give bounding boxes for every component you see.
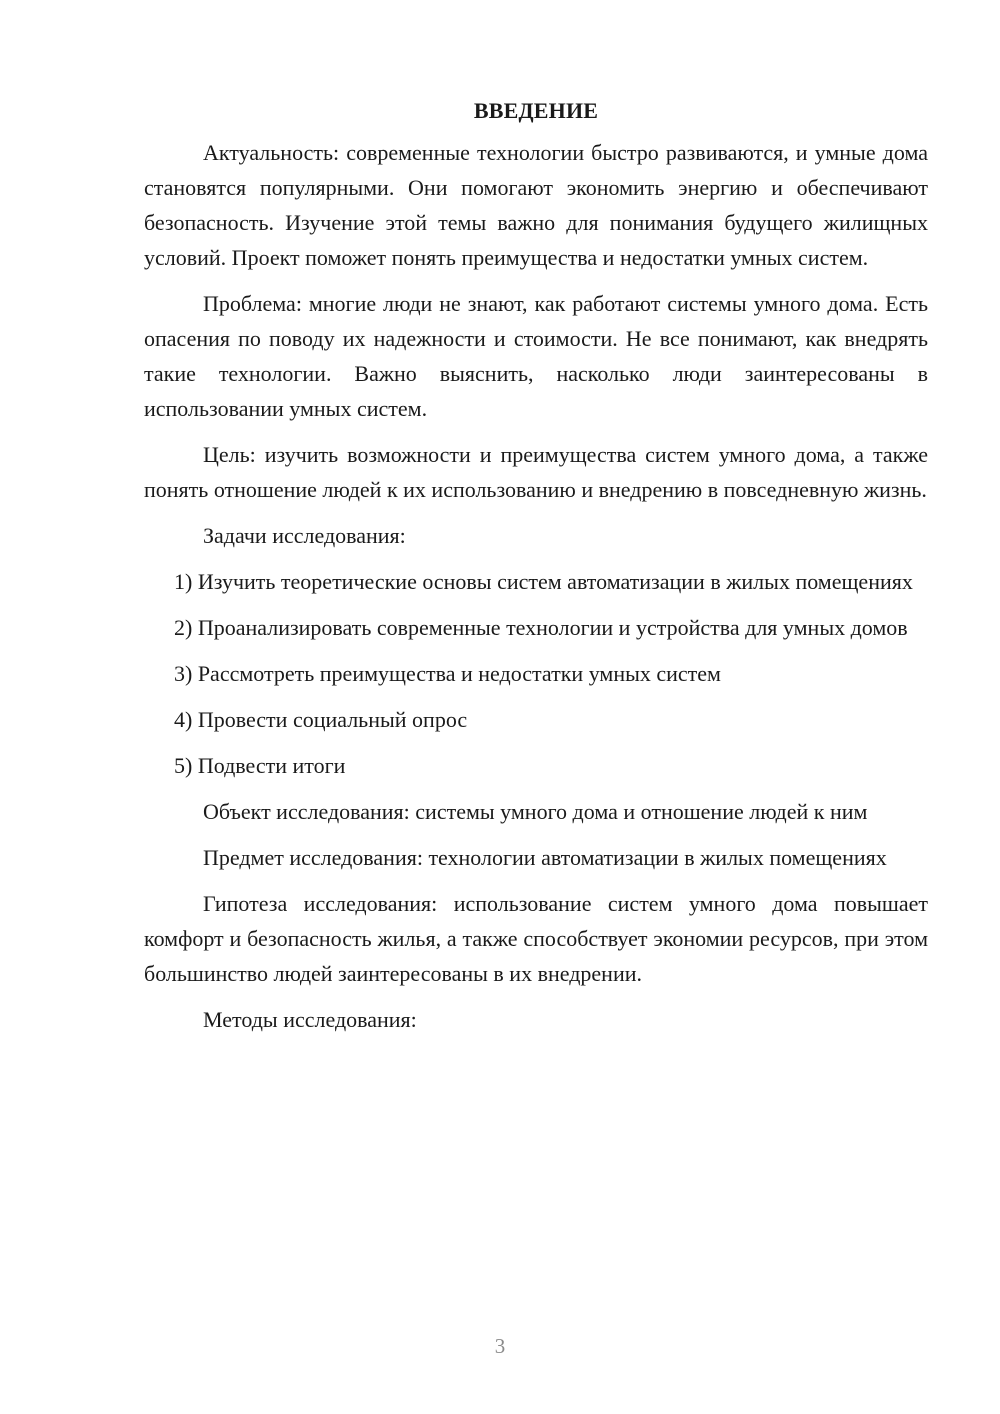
tasks-heading: Задачи исследования: [203,523,406,548]
subject-paragraph: Предмет исследования: технологии автоматизации в жилых помещениях [203,845,887,870]
task-item-2: 2) Проанализировать современные технологии и устройства для умных домов [174,615,908,640]
problem-paragraph: Проблема: многие люди не знают, как работают системы умного дома. Есть опасения по поводу их надежности и стоимости. Не все понимают, как внедрять такие технологии. Важно выяснить, насколько люди заинтересованы в использовании умных систем. [144,291,928,421]
section-title: ВВЕДЕНИЕ [473,98,599,123]
page-content [144,96,928,1048]
page-number: 3 [494,1334,506,1358]
relevance-paragraph: Актуальность: современные технологии быстро развиваются, и умные дома становятся популярными. Они помогают экономить энергию и обеспечивают безопасность. Изучение этой темы важно для понимания будущего жилищных условий. Проект поможет понять преимущества и недостатки умных систем. [144,140,928,270]
goal-paragraph: Цель: изучить возможности и преимущества систем умного дома, а также понять отношение людей к их использованию и внедрению в повседневную жизнь. [144,442,928,502]
methods-heading: Методы исследования: [203,1007,417,1032]
task-item-4: 4) Провести социальный опрос [174,707,468,732]
task-item-5: 5) Подвести итоги [174,753,346,778]
task-item-1: 1) Изучить теоретические основы систем автоматизации в жилых помещениях [174,569,913,594]
object-paragraph: Объект исследования: системы умного дома и отношение людей к ним [203,799,868,824]
hypothesis-paragraph: Гипотеза исследования: использование систем умного дома повышает комфорт и безопасность жилья, а также способствует экономии ресурсов, при этом большинство людей заинтересованы в их внедрении. [144,891,928,986]
task-item-3: 3) Рассмотреть преимущества и недостатки умных систем [174,661,721,686]
